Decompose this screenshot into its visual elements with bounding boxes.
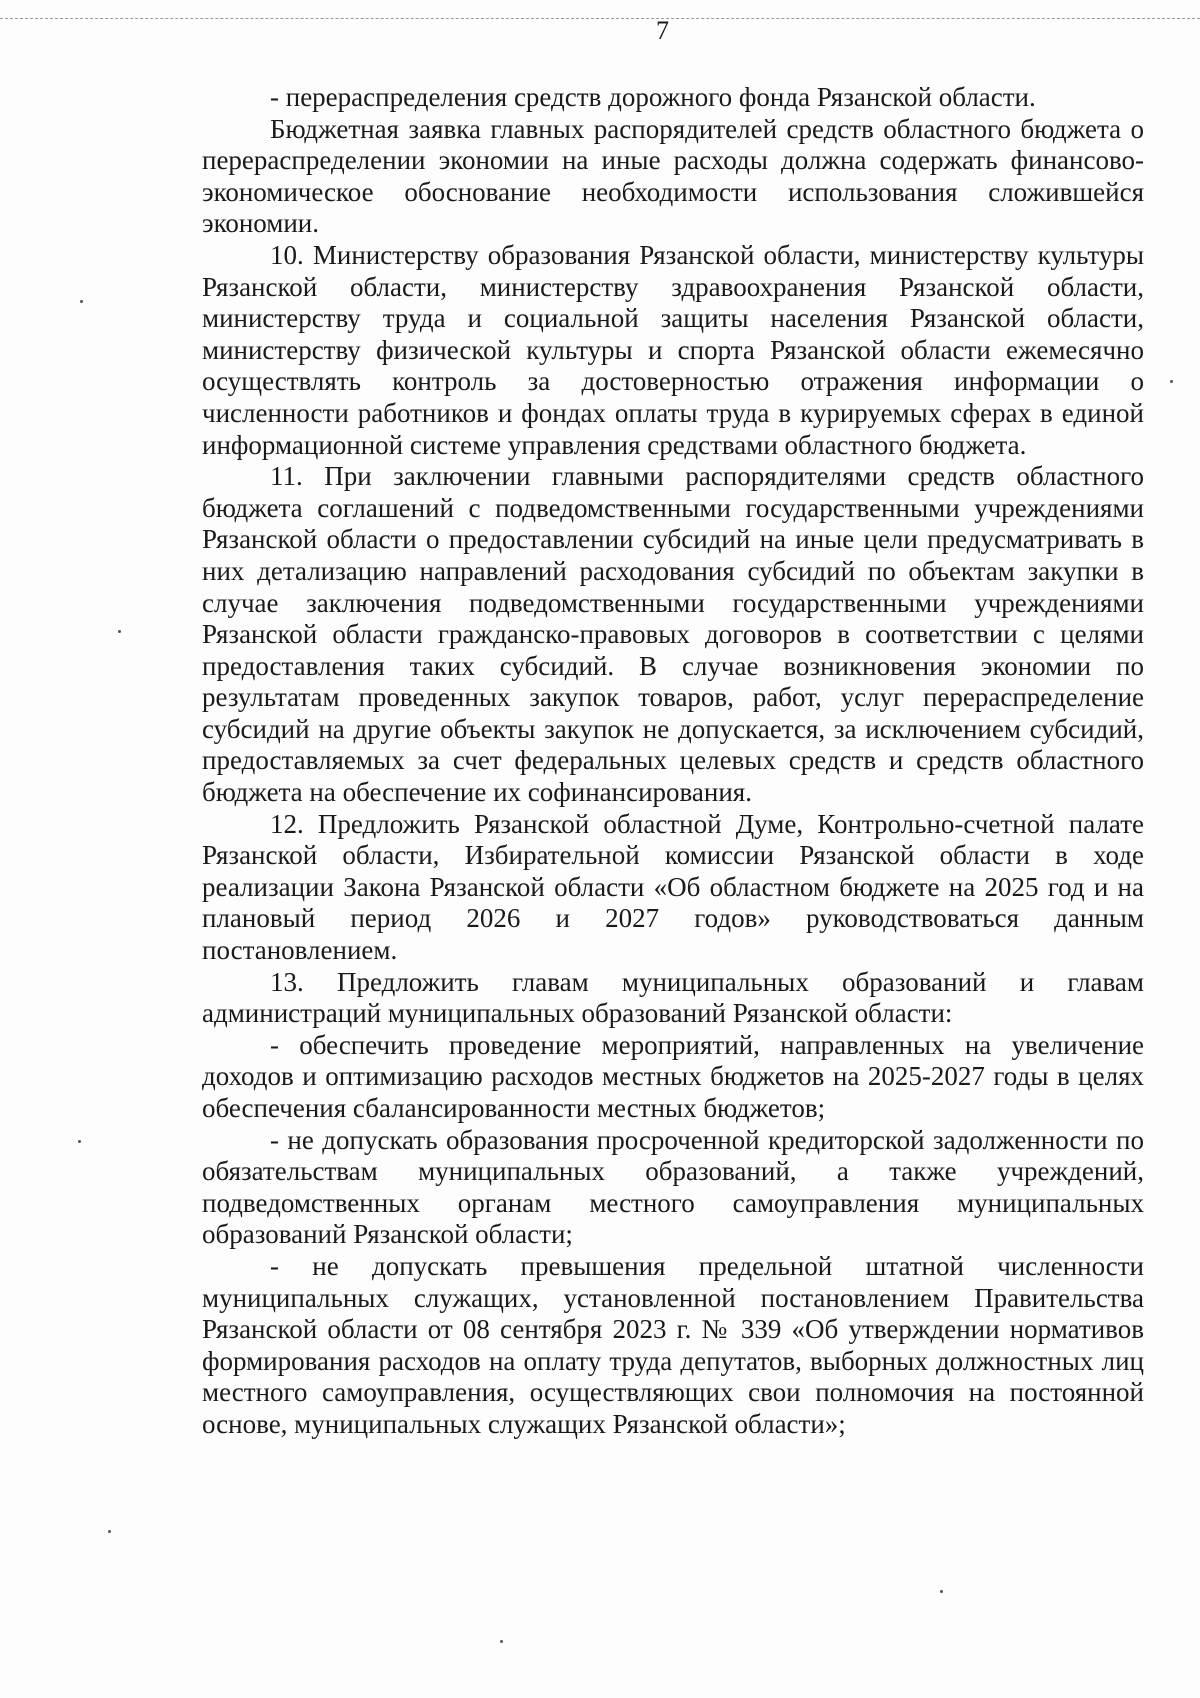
paragraph-road-fund: - перераспределения средств дорожного фонда Рязанской области. (270, 82, 1036, 112)
paragraph-item-13-bullet-2: - не допускать образования просроченной кредиторской задолженности по обязательствам муниципальных образований, а также учреждений, подведомственных органам местного самоуправления муниципальных образований Рязанской области; (202, 1124, 1144, 1250)
paragraph-item-13-bullet-3: - не допускать превышения предельной штатной численности муниципальных служащих, установленной постановлением Правительства Рязанской области от 08 сентября 2023 г. № 339 «Об утверждении нормативов формирования расходов на оплату труда депутатов, выборных должностных лиц местного самоуправления, осуществляющих свои полномочия на постоянной основе, муниципальных служащих Рязанской области»; (202, 1250, 1144, 1439)
paragraph-item-10: 10. Министерству образования Рязанской области, министерству культуры Рязанской области, министерству здравоохранения Рязанской области, министерству труда и социальной защиты населения Рязанской области, министерству физической культуры и спорта Рязанской области ежемесячно осуществлять контроль за достоверностью отражения информации о численности работников и фондах оплаты труда в курируемых сферах в единой информационной системе управления средствами областного бюджета. (202, 239, 1144, 460)
paragraph-item-13: 13. Предложить главам муниципальных образований и главам администраций муниципальных образований Рязанской области: (202, 966, 1144, 1029)
scan-speck (78, 1140, 81, 1143)
page-number: 7 (656, 16, 669, 45)
paragraph-budget-request: Бюджетная заявка главных распорядителей средств областного бюджета о перераспределении экономии на иные расходы должна содержать финансово-экономическое обоснование необходимости использования сложившейся экономии. (202, 113, 1144, 239)
paragraph-item-12: 12. Предложить Рязанской областной Думе, Контрольно-счетной палате Рязанской области, Избирательной комиссии Рязанской области в ходе реализации Закона Рязанской области «Об областном бюджете на 2025 год и на плановый период 2026 и 2027 годов» руководствоваться данным постановлением. (202, 808, 1144, 966)
scan-speck (118, 630, 121, 633)
paragraph-item-11: 11. При заключении главными распорядителями средств областного бюджета соглашений с подведомственными государственными учреждениями Рязанской области о предоставлении субсидий на иные цели предусматривать в них детализацию направлений расходования субсидий по объектам закупки в случае заключения подведомственными государственными учреждениями Рязанской области гражданско-правовых договоров в соответствии с целями предоставления таких субсидий. В случае возникновения экономии по результатам проведенных закупок товаров, работ, услуг перераспределение субсидий на другие объекты закупок не допускается, за исключением субсидий, предоставляемых за счет федеральных целевых средств и средств областного бюджета на обеспечение их софинансирования. (202, 461, 1144, 808)
paragraph-item-13-bullet-1: - обеспечить проведение мероприятий, направленных на увеличение доходов и оптимизацию расходов местных бюджетов на 2025-2027 годы в целях обеспечения сбалансированности местных бюджетов; (202, 1029, 1144, 1123)
scan-speck (1170, 380, 1173, 383)
scan-speck (80, 300, 83, 303)
scan-speck (940, 1590, 943, 1593)
scan-speck (108, 1530, 111, 1533)
document-body (202, 82, 1144, 1441)
scan-speck (500, 1640, 503, 1643)
